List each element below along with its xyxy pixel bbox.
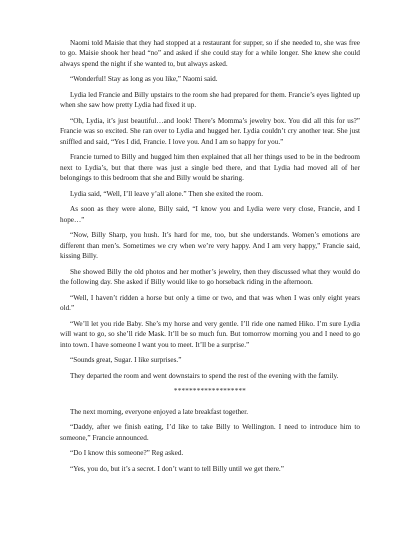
paragraph: “Sounds great, Sugar. I like surprises.” <box>70 356 182 365</box>
paragraph: Naomi told Maisie that they had stopped at a restaurant for supper, so if she needed to, she was free to go. Maisie shook her head “no” and asked if she could stay for a while longer. She knew she could always spend the night if she wanted to, but always asked. <box>60 39 360 68</box>
paragraph: Lydia said, “Well, I’ll leave y’all alone.” Then she exited the room. <box>70 189 264 198</box>
paragraph: “Well, I haven’t ridden a horse but only a time or two, and that was when I was only eight years old.” <box>60 293 360 313</box>
body-text-before <box>60 38 360 381</box>
paragraph: As soon as they were alone, Billy said, “I know you and Lydia were very close, Francie, and I hope…” <box>60 205 360 224</box>
paragraph: “Now, Billy Sharp, you hush. It’s hard for me, too, but she understands. Women’s emotions are different than men’s. Sometimes we cry when we’re very happy. And I am very happy,” Francie said, kissing Billy. <box>60 231 360 261</box>
body-text-after <box>60 407 360 475</box>
paragraph: The next morning, everyone enjoyed a late breakfast together. <box>70 407 249 416</box>
paragraph: “Wonderful! Stay as long as you like,” Naomi said. <box>70 75 218 84</box>
paragraph: Francie turned to Billy and hugged him then explained that all her things used to be in the bedroom next to Lydia’s, but that there was just a single bed there, and that Lydia had moved all of her belongings to this bedroom that she and Billy would be sharing. <box>60 153 360 183</box>
scene-break-separator: ******************* <box>173 387 247 396</box>
paragraph: “Yes, you do, but it’s a secret. I don’t want to tell Billy until we get there.” <box>70 465 284 473</box>
paragraph: She showed Billy the old photos and her mother’s jewelry, then they discussed what they would do the following day. She asked if Billy would like to go horseback riding in the afternoon. <box>60 267 360 287</box>
paragraph: “Do I know this someone?” Reg asked. <box>70 449 184 458</box>
paragraph: “Oh, Lydia, it’s just beautiful…and look! There’s Momma’s jewelry box. You did all this for us?” Francie was so excited. She ran over to Lydia and hugged her. Lydia couldn’t cry another tear. She just sniffled and said, “Yes I did, Francie. I love you. And I am so happy for you.” <box>60 117 360 146</box>
paragraph: Lydia led Francie and Billy upstairs to the room she had prepared for them. Francie’s eyes lighted up when she saw how pretty Lydia had fixed it up. <box>60 91 360 110</box>
paragraph: They departed the room and went downstairs to spend the rest of the evening with the family. <box>70 371 339 380</box>
paragraph: “Daddy, after we finish eating, I’d like to take Billy to Wellington. I need to introduce him to someone,” Francie announced. <box>60 423 360 442</box>
paragraph: “We’ll let you ride Baby. She’s my horse and very gentle. I’ll ride one named Hiko. I’m sure Lydia will want to go, so she’ll ride Mask. It’ll be so much fun. But tomorrow morning you and I need to go into town. I have someone I want you to meet. It’ll be a surprise.” <box>60 319 360 349</box>
